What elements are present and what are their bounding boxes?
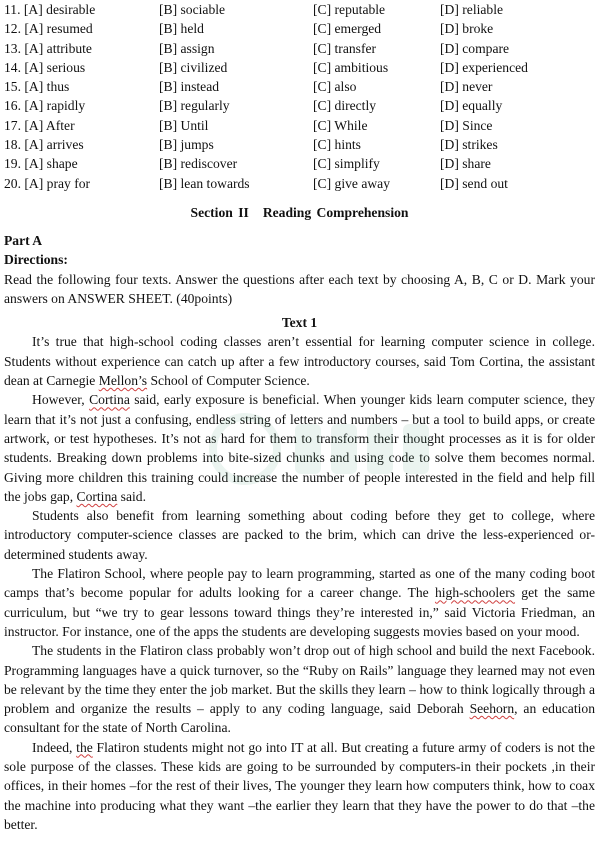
- paragraph-6: Indeed, the Flatiron students might not go into IT at all. But creating a future army of coders is not the sole purpose of the classes. These kids are going to be surrounded by computers-in their pockets ,in their offices, in their homes –for the rest of their lives, The younger they learn how computers think, how to coax the machine into producing what they want –the earlier they learn that they have the power to do that –the better.: [4, 739, 595, 832]
- option-c: [C] give away: [313, 175, 391, 191]
- question-number: 18.: [4, 137, 21, 153]
- option-d: [D] strikes: [440, 137, 498, 153]
- option-b: [B] lean towards: [159, 175, 250, 191]
- option-c: [C] emerged: [313, 21, 382, 37]
- option-row: [4, 77, 595, 96]
- option-row: [4, 116, 595, 135]
- option-row: [4, 174, 595, 193]
- paragraph-3: Students also benefit from learning something about coding before they get to college, where introductory computer-science classes are packed to the brim, which can drive the less-experienced or-determined students away.: [4, 508, 595, 562]
- option-a: 13. [A] attribute: [4, 40, 92, 56]
- directions-text: Read the following four texts. Answer the questions after each text by choosing A, B, C or D. Mark your answers on ANSWER SHEET. (40points): [4, 271, 595, 306]
- question-number: 19.: [4, 156, 21, 172]
- option-a: 19. [A] shape: [4, 156, 78, 172]
- question-number: 16.: [4, 98, 21, 114]
- option-b: [B] assign: [159, 40, 215, 56]
- option-d: [D] share: [440, 156, 491, 172]
- options-table: [4, 0, 595, 193]
- option-a: 15. [A] thus: [4, 79, 70, 95]
- option-d: [D] never: [440, 79, 493, 95]
- spell-flag: Seehorn: [469, 701, 515, 717]
- option-row: [4, 135, 595, 154]
- option-c: [C] hints: [313, 137, 361, 153]
- question-number: 17.: [4, 117, 21, 133]
- option-a: 17. [A] After: [4, 117, 75, 133]
- option-b: [B] Until: [159, 117, 209, 133]
- option-a: 20. [A] pray for: [4, 175, 91, 191]
- text-title: Text 1: [281, 315, 318, 331]
- part-heading: Part A: [4, 232, 43, 248]
- option-c: [C] transfer: [313, 40, 377, 56]
- option-c: [C] ambitious: [313, 59, 389, 75]
- question-number: 13.: [4, 40, 21, 56]
- option-c: [C] directly: [313, 98, 377, 114]
- option-b: [B] sociable: [159, 2, 226, 17]
- question-number: 15.: [4, 79, 21, 95]
- option-d: [D] Since: [440, 117, 493, 133]
- option-d: [D] experienced: [440, 59, 528, 75]
- question-number: 14.: [4, 59, 21, 75]
- spell-flag: Cortina: [89, 392, 130, 408]
- option-row: [4, 96, 595, 115]
- option-d: [D] equally: [440, 98, 503, 114]
- directions-label: Directions:: [4, 252, 68, 268]
- option-d: [D] broke: [440, 21, 494, 37]
- spell-flag: Cortina: [76, 488, 118, 504]
- option-a: 14. [A] serious: [4, 59, 86, 75]
- option-row: [4, 154, 595, 173]
- option-d: [D] compare: [440, 40, 510, 56]
- option-b: [B] instead: [159, 79, 220, 95]
- option-d: [D] send out: [440, 175, 508, 191]
- option-a: 12. [A] resumed: [4, 21, 93, 37]
- option-b: [B] held: [159, 21, 204, 37]
- section-number: Section II: [190, 204, 249, 220]
- option-row: [4, 0, 595, 19]
- question-number: 12.: [4, 21, 21, 37]
- option-c: [C] reputable: [313, 2, 386, 17]
- question-number: 20.: [4, 175, 21, 191]
- option-row: [4, 39, 595, 58]
- option-c: [C] simplify: [313, 156, 380, 172]
- option-b: [B] regularly: [159, 98, 230, 114]
- paragraph-1: It’s true that high-school coding classes aren’t essential for learning computer science in college. Students without experience can catch up after a few introductory courses, said Tom Cortina, the assistant dean at Carnegie Mellon’s School of Computer Science.: [4, 334, 595, 389]
- paragraph-5: The students in the Flatiron class probably won’t drop out of high school and build the next Facebook. Programming languages have a quick turnover, so the “Ruby on Rails” language they learned may not even be relevant by the time they enter the job market. But the skills they learn – how to think logically through a problem and organize the results – apply to any coding language, said Deborah Seehorn, an education consultant for the state of North Carolina.: [4, 643, 595, 736]
- paragraph-4: The Flatiron School, where people pay to learn programming, started as one of the many coding boot camps that’s become popular for adults looking for a career change. The high-schoolers get the same curriculum, but “we try to gear lessons toward things they’re interested in,” said Victoria Friedman, an instructor. For instance, one of the apps the students are developing suggests movies based on your mood.: [4, 566, 596, 639]
- option-d: [D] reliable: [440, 2, 504, 17]
- option-b: [B] civilized: [159, 59, 228, 75]
- spell-flag: Mellon’s: [98, 373, 148, 389]
- option-c: [C] While: [313, 117, 368, 133]
- option-a: 18. [A] arrives: [4, 137, 84, 153]
- option-a: 16. [A] rapidly: [4, 98, 86, 114]
- option-a: 11. [A] desirable: [4, 2, 96, 17]
- option-b: [B] jumps: [159, 137, 214, 153]
- spell-flag: high-schoolers: [434, 585, 516, 601]
- option-c: [C] also: [313, 79, 357, 95]
- option-row: [4, 58, 595, 77]
- spell-flag: the: [76, 739, 93, 755]
- paragraph-2: However, Cortina said, early exposure is beneficial. When younger kids learn computer science, they learn that it’s not just a confusing, endless string of letters and numbers – but a tool to build apps, or create artwork, or test hypotheses. It’s not as hard for them to transform their thought processes as it is for older students. Breaking down problems into bite-sized chunks and using code to solve them becomes normal. Giving more children this training could increase the number of people interested in the field and help fill the jobs gap, Cortina said.: [4, 392, 595, 504]
- section-heading: [4, 203, 595, 223]
- option-row: [4, 19, 595, 38]
- question-number: 11.: [4, 2, 21, 17]
- section-name: Reading Comprehension: [262, 204, 409, 220]
- option-b: [B] rediscover: [159, 156, 238, 172]
